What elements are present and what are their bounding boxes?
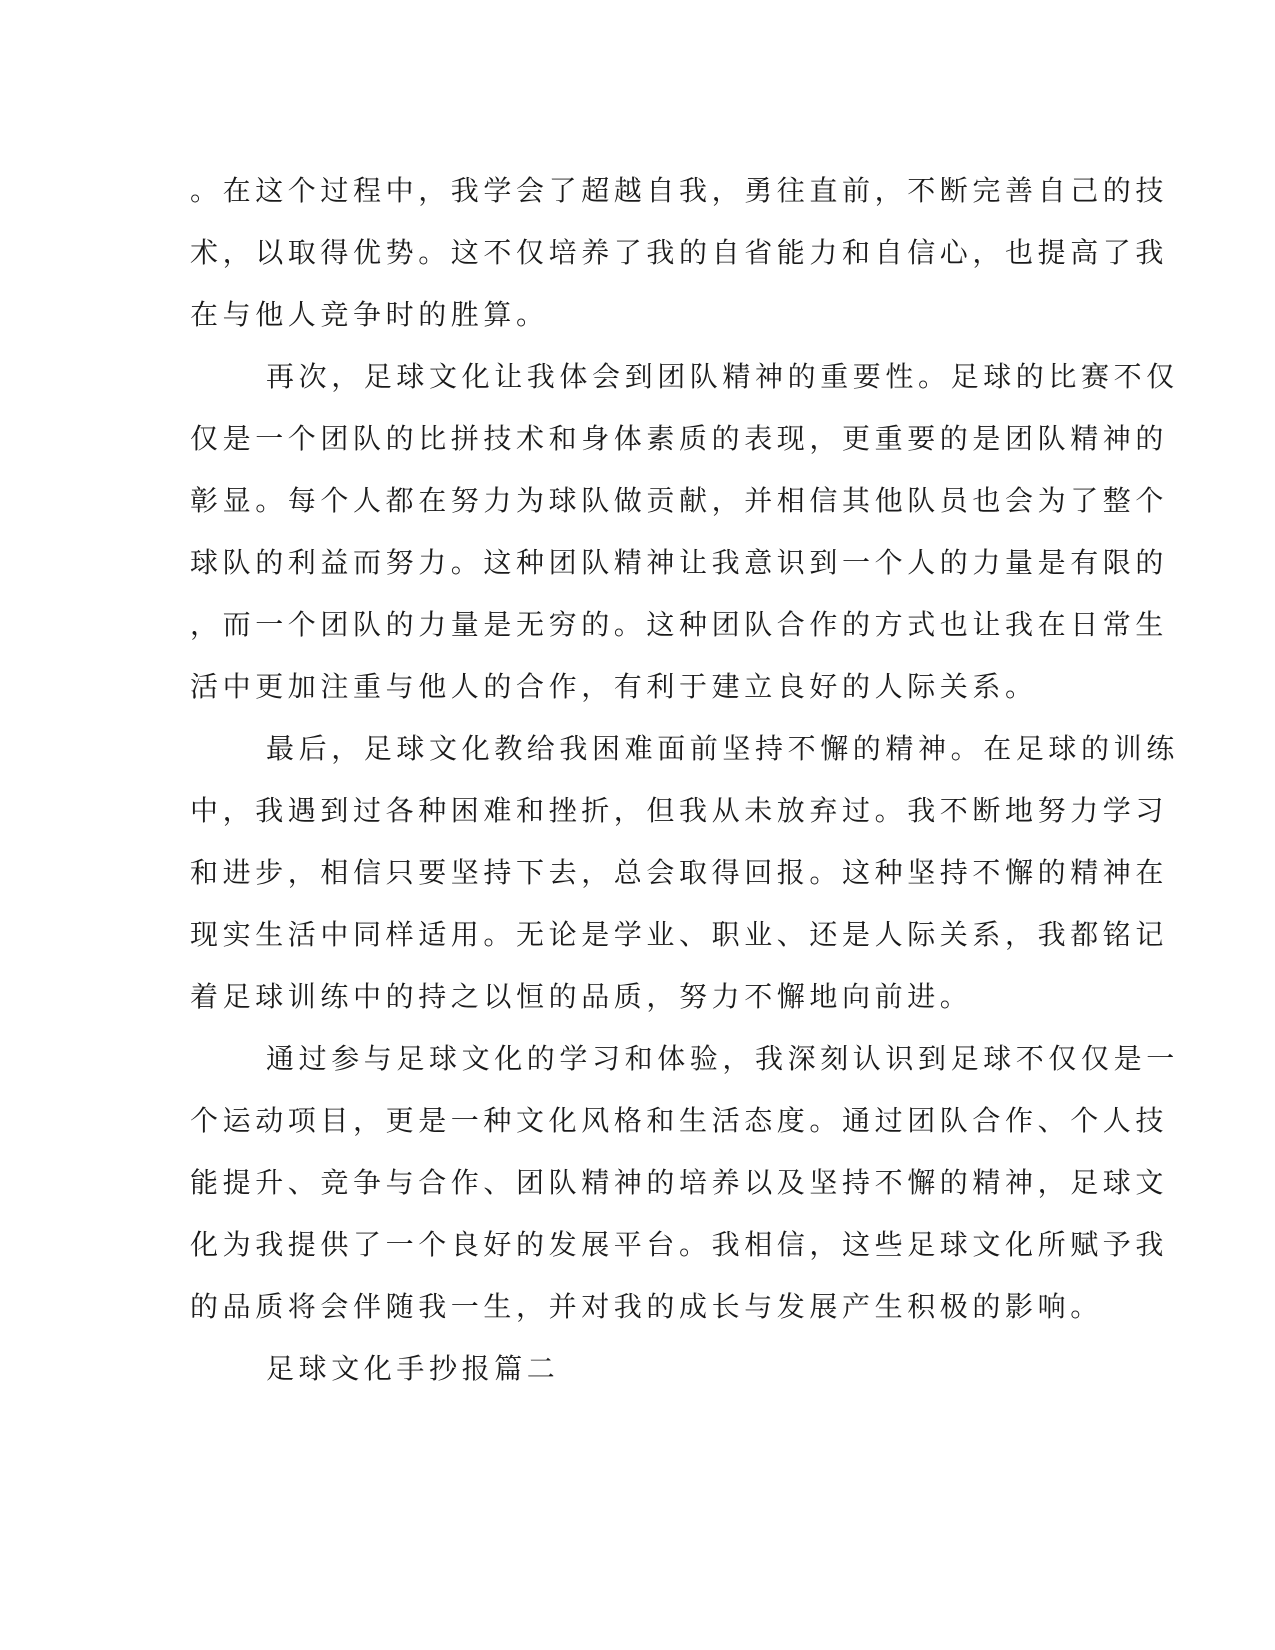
text-line: 和进步，相信只要坚持下去，总会取得回报。这种坚持不懈的精神在 (190, 856, 1169, 889)
text-line: 彰显。每个人都在努力为球队做贡献，并相信其他队员也会为了整个 (190, 484, 1169, 517)
text-line: 通过参与足球文化的学习和体验，我深刻认识到足球不仅仅是一 (266, 1042, 1179, 1075)
paragraph-2 (190, 346, 1179, 718)
text-line: 最后，足球文化教给我困难面前坚持不懈的精神。在足球的训练 (266, 732, 1179, 765)
text-line: 能提升、竞争与合作、团队精神的培养以及坚持不懈的精神，足球文 (190, 1166, 1169, 1199)
text-line: 术，以取得优势。这不仅培养了我的自省能力和自信心，也提高了我 (190, 236, 1169, 269)
text-line: 。在这个过程中，我学会了超越自我，勇往直前，不断完善自己的技 (190, 174, 1169, 207)
text-line: 个运动项目，更是一种文化风格和生活态度。通过团队合作、个人技 (190, 1104, 1169, 1137)
text-line: 化为我提供了一个良好的发展平台。我相信，这些足球文化所赋予我 (190, 1228, 1169, 1261)
text-line: 在与他人竞争时的胜算。 (190, 298, 549, 331)
text-line: 仅是一个团队的比拼技术和身体素质的表现，更重要的是团队精神的 (190, 422, 1169, 455)
text-line: 球队的利益而努力。这种团队精神让我意识到一个人的力量是有限的 (190, 546, 1169, 579)
text-line: 活中更加注重与他人的合作，有利于建立良好的人际关系。 (190, 670, 1038, 703)
paragraph-1 (190, 160, 1169, 346)
paragraph-3 (190, 718, 1179, 1028)
text-line: ，而一个团队的力量是无穷的。这种团队合作的方式也让我在日常生 (190, 608, 1169, 641)
text-line: 的品质将会伴随我一生，并对我的成长与发展产生积极的影响。 (190, 1290, 1103, 1323)
document-body (190, 160, 1179, 1400)
text-line: 再次，足球文化让我体会到团队精神的重要性。足球的比赛不仅 (266, 360, 1179, 393)
section-heading (190, 1338, 1090, 1400)
text-line: 中，我遇到过各种困难和挫折，但我从未放弃过。我不断地努力学习 (190, 794, 1169, 827)
text-line: 现实生活中同样适用。无论是学业、职业、还是人际关系，我都铭记 (190, 918, 1169, 951)
paragraph-4 (190, 1028, 1179, 1338)
text-line: 着足球训练中的持之以恒的品质，努力不懈地向前进。 (190, 980, 973, 1013)
section-heading-text: 足球文化手抄报篇二 (266, 1352, 560, 1385)
